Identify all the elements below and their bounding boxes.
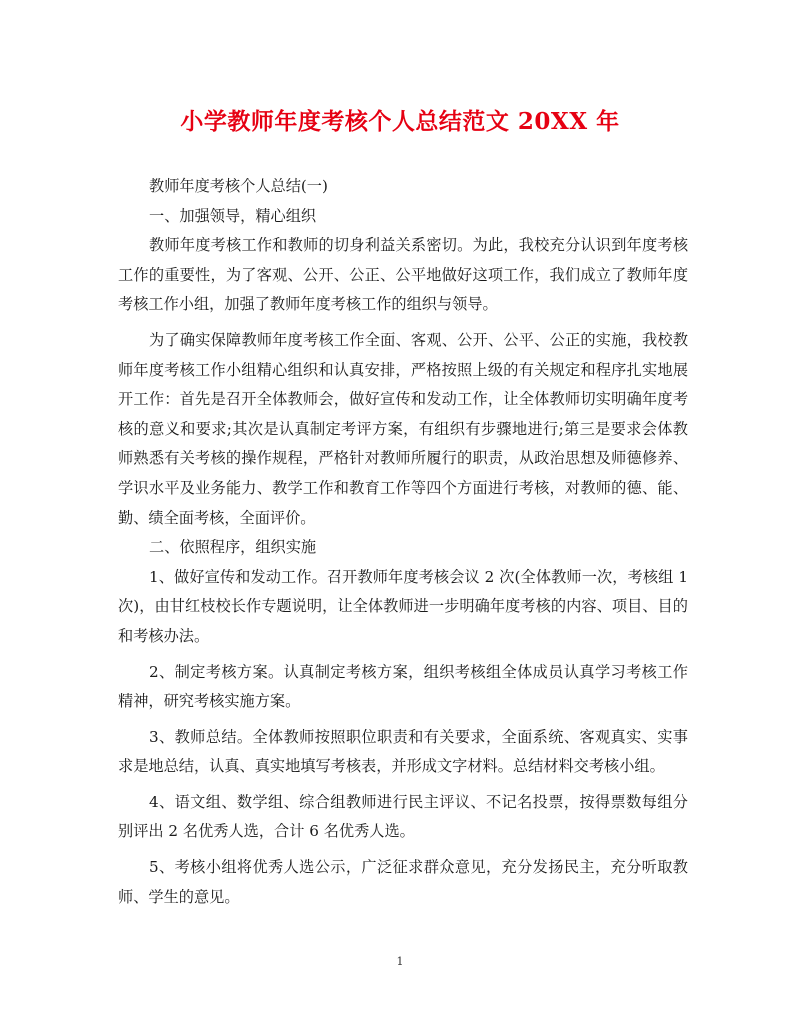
- document-body: [118, 172, 688, 912]
- paragraph-list-item: 5、考核小组将优秀人选公示，广泛征求群众意见，充分发扬民主，充分听取教师、学生的意见。: [118, 858, 688, 906]
- page-number: 1: [396, 955, 404, 968]
- paragraph-list-item: 2、制定考核方案。认真制定考核方案，组织考核组全体成员认真学习考核工作精神，研究考核实施方案。: [118, 662, 688, 711]
- document-title: 小学教师年度考核个人总结范文 20XX 年: [180, 108, 620, 135]
- paragraph-list-item: 4、语文组、数学组、综合组教师进行民主评议、不记名投票，按得票数每组分别评出 2 名优秀人选，合计 6 名优秀人选。: [118, 792, 688, 841]
- paragraph-section-heading-2: 二、依照程序，组织实施: [149, 538, 317, 557]
- paragraph-list-item: 3、教师总结。全体教师按照职位职责和有关要求，全面系统、客观真实、实事求是地总结，认真、真实地填写考核表，并形成文字材料。总结材料交考核小组。: [118, 727, 688, 776]
- paragraph-section-heading-1: 一、加强领导，精心组织: [149, 206, 317, 225]
- paragraph-list-item: 1、做好宣传和发动工作。召开教师年度考核会议 2 次(全体教师一次，考核组 1 次)，由甘红枝校长作专题说明，让全体教师进一步明确年度考核的内容、项目、目的和考核办法。: [118, 567, 688, 645]
- paragraph: 为了确实保障教师年度考核工作全面、客观、公开、公平、公正的实施，我校教师年度考核工作小组精心组织和认真安排，严格按照上级的有关规定和程序扎实地展开工作：首先是召开全体教师会，做好宣传和发动工作，让全体教师切实明确年度考核的意义和要求;其次是认真制定考评方案，有组织有步骤地进行;第三是要求会体教师熟悉有关考核的操作规程，严格针对教师所履行的职责，从政治思想及师德修养、学识水平及业务能力、教学工作和教育工作等四个方面进行考核，对教师的德、能、勤、绩全面考核，全面评价。: [118, 330, 688, 527]
- paragraph: 教师年度考核工作和教师的切身利益关系密切。为此，我校充分认识到年度考核工作的重要性，为了客观、公开、公正、公平地做好这项工作，我们成立了教师年度考核工作小组，加强了教师年度考核工作的组织与领导。: [118, 236, 688, 314]
- paragraph-subtitle: 教师年度考核个人总结(一): [149, 177, 328, 195]
